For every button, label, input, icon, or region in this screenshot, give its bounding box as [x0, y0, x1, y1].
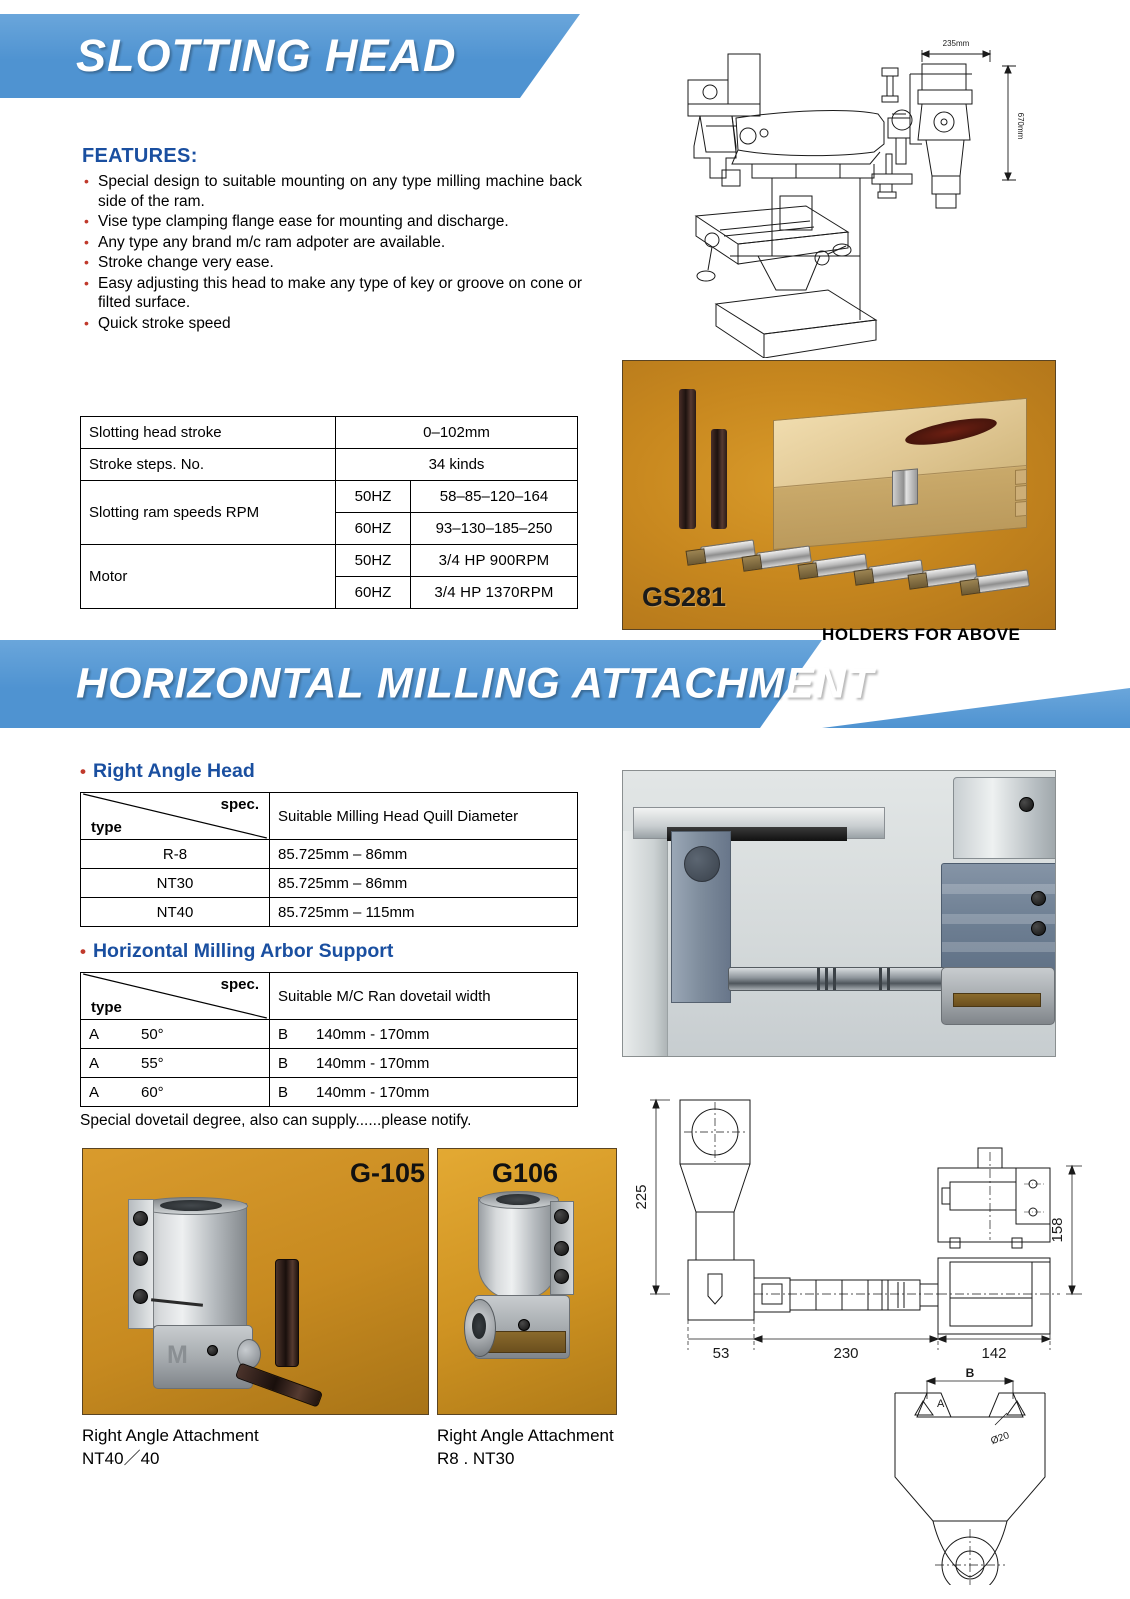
dim-670mm: 670mm	[1016, 112, 1025, 140]
spec-label: Slotting head stroke	[81, 417, 336, 449]
slotting-head-spec-table	[80, 416, 578, 609]
arbor-support-bracket	[671, 831, 731, 1003]
heading-text: Horizontal Milling Arbor Support	[92, 940, 394, 962]
clamp-bolt	[1031, 891, 1046, 906]
bullet-icon: •	[84, 274, 89, 291]
value-letter: B	[278, 1054, 289, 1072]
value-range: 140mm - 170mm	[316, 1025, 430, 1043]
spec-label: Stroke steps. No.	[81, 449, 336, 481]
g106-caption	[437, 1424, 614, 1470]
horizontal-arbor	[728, 967, 945, 991]
dim-53: 53	[712, 1345, 730, 1362]
type-angle: 60°	[141, 1083, 164, 1101]
value-cell	[270, 1049, 578, 1078]
holder-tip	[854, 568, 875, 585]
dovetail-dim-b: B	[965, 1366, 975, 1380]
type-cell: R-8	[81, 840, 270, 869]
dovetail-joint	[1015, 485, 1027, 501]
slotting-head-machine-drawing	[660, 18, 1060, 358]
caption-line-1: Right Angle Attachment	[82, 1426, 259, 1445]
dovetail-joint	[1015, 501, 1027, 517]
table-row	[81, 869, 578, 898]
heading-text: Right Angle Head	[92, 760, 255, 782]
spec-type-corner-cell	[81, 793, 270, 840]
spec-frequency: 50HZ	[336, 545, 411, 577]
arbor-ring	[825, 968, 828, 990]
arbor-ring	[879, 968, 882, 990]
feature-item	[82, 172, 582, 211]
feature-item	[82, 212, 582, 232]
value-cell	[270, 1020, 578, 1049]
caption-line-1: Right Angle Attachment	[437, 1426, 614, 1445]
table-header-row	[81, 973, 578, 1020]
feature-text: Quick stroke speed	[98, 314, 231, 332]
bullet-icon: •	[84, 254, 89, 270]
caption-line-2: R8 . NT30	[437, 1449, 515, 1468]
flange-bolt	[133, 1211, 148, 1226]
bullet-icon: •	[80, 762, 86, 781]
value-cell: 85.725mm – 115mm	[270, 898, 578, 927]
case-latch	[892, 468, 918, 506]
g105-label: G-105	[350, 1158, 426, 1188]
corner-type-label: type	[91, 999, 122, 1016]
features-heading: FEATURES:	[82, 145, 198, 167]
value-cell: 85.725mm – 86mm	[270, 840, 578, 869]
housing-bolt	[207, 1345, 218, 1356]
feature-item	[82, 233, 582, 253]
machine-column	[623, 831, 668, 1056]
value-range: 140mm - 170mm	[316, 1054, 430, 1072]
value-letter: B	[278, 1025, 289, 1043]
dim-230: 230	[833, 1345, 859, 1362]
right-angle-head-installed-photo	[622, 770, 1056, 1057]
spec-value: 0–102mm	[336, 417, 578, 449]
support-bearing-hole	[684, 846, 720, 882]
type-angle: 50°	[141, 1025, 164, 1043]
arbor-support-table	[80, 972, 578, 1107]
table-header-row	[81, 793, 578, 840]
corner-type-label: type	[91, 819, 122, 836]
bullet-icon: •	[84, 233, 89, 250]
arbor-support-heading	[80, 940, 393, 963]
flange-bolt	[554, 1209, 569, 1224]
column-header: Suitable M/C Ran dovetail width	[270, 973, 578, 1020]
value-cell: 85.725mm – 86mm	[270, 869, 578, 898]
type-cell	[81, 1078, 270, 1107]
dovetail-cross-section-drawing	[855, 1355, 1085, 1585]
holder-tip	[908, 572, 929, 589]
flange-bolt	[133, 1251, 148, 1266]
table-row	[81, 481, 578, 513]
flange-bolt	[554, 1241, 569, 1256]
holder-tip	[798, 562, 819, 579]
feature-item	[82, 274, 582, 313]
head-band	[942, 942, 1056, 952]
type-cell	[81, 1049, 270, 1078]
holder-tip	[686, 548, 707, 565]
table-row	[81, 840, 578, 869]
caption-line-2: NT40／40	[82, 1449, 160, 1468]
banner-wedge	[520, 14, 580, 98]
housing-marking: M	[167, 1341, 188, 1369]
value-letter: B	[278, 1083, 289, 1101]
bullet-icon: •	[80, 942, 86, 961]
bronze-band	[953, 993, 1041, 1007]
type-cell: NT40	[81, 898, 270, 927]
bullet-icon: •	[84, 314, 89, 331]
milling-head-quill	[953, 777, 1056, 859]
housing-bolt	[518, 1319, 530, 1331]
arbor-support-dimension-drawing	[620, 1062, 1090, 1362]
g105-caption	[82, 1424, 259, 1470]
tool-holder	[974, 569, 1030, 593]
features-list	[82, 172, 582, 334]
body-bore	[496, 1194, 540, 1205]
corner-spec-label: spec.	[220, 796, 259, 813]
bullet-icon: •	[84, 173, 89, 189]
arbor-pin	[275, 1259, 299, 1367]
tool-rod	[679, 389, 696, 529]
holders-for-above-caption: HOLDERS FOR ABOVE	[822, 625, 1021, 644]
dovetail-joint	[1015, 469, 1027, 485]
feature-text: Special design to suitable mounting on any type milling machine back side of the ram.	[98, 173, 582, 210]
dim-225: 225	[633, 1184, 650, 1210]
type-letter: A	[89, 1025, 100, 1043]
bullet-icon: •	[84, 213, 89, 229]
feature-item	[82, 253, 582, 273]
feature-text: Any type any brand m/c ram adpoter are available.	[98, 233, 446, 251]
dim-235mm: 235mm	[942, 39, 970, 48]
dovetail-bore-label: Ø20	[989, 1430, 1011, 1448]
corner-spec-label: spec.	[220, 976, 259, 993]
spec-label: Slotting ram speeds RPM	[81, 481, 336, 545]
spec-value: 93–130–185–250	[411, 513, 578, 545]
right-angle-head-heading	[80, 760, 255, 783]
table-row	[81, 1020, 578, 1049]
spec-value: 34 kinds	[336, 449, 578, 481]
table-row	[81, 898, 578, 927]
spec-frequency: 50HZ	[336, 481, 411, 513]
feature-text: Vise type clamping flange ease for mounting and discharge.	[98, 213, 509, 230]
tool-rod	[711, 429, 727, 529]
horizontal-milling-title: HORIZONTAL MILLING ATTACHMENT	[76, 659, 875, 708]
attachment-body	[478, 1197, 558, 1299]
spindle-bore	[472, 1313, 486, 1339]
column-header: Suitable Milling Head Quill Diameter	[270, 793, 578, 840]
spec-frequency: 60HZ	[336, 513, 411, 545]
value-cell	[270, 1078, 578, 1107]
table-row	[81, 417, 578, 449]
type-letter: A	[89, 1083, 100, 1101]
dim-142: 142	[981, 1345, 1007, 1362]
type-letter: A	[89, 1054, 100, 1072]
gs281-label: GS281	[642, 582, 727, 612]
type-cell: NT30	[81, 869, 270, 898]
arbor-ring	[887, 968, 890, 990]
dim-158: 158	[1049, 1217, 1066, 1243]
spec-value: 58–85–120–164	[411, 481, 578, 513]
g106-label: G106	[492, 1158, 559, 1188]
right-angle-head-table	[80, 792, 578, 927]
table-row	[81, 1049, 578, 1078]
wooden-case	[773, 398, 1027, 550]
feature-text: Easy adjusting this head to make any type of key or groove on cone or filted surface.	[98, 274, 582, 311]
arbor-ring	[833, 968, 836, 990]
spec-value: 3/4 HP 900RPM	[411, 545, 578, 577]
type-cell	[81, 1020, 270, 1049]
slotting-head-title: SLOTTING HEAD	[76, 30, 457, 81]
arbor-ring	[817, 968, 820, 990]
spec-type-corner-cell	[81, 973, 270, 1020]
flange-bolt	[133, 1289, 148, 1304]
body-bore	[160, 1200, 222, 1211]
clamp-bolt	[1019, 797, 1034, 812]
holder-tip	[742, 554, 763, 571]
spec-value: 3/4 HP 1370RPM	[411, 577, 578, 609]
feature-text: Stroke change very ease.	[98, 254, 274, 271]
dovetail-angle-a: A	[937, 1398, 945, 1410]
table-row	[81, 545, 578, 577]
type-angle: 55°	[141, 1054, 164, 1072]
value-range: 140mm - 170mm	[316, 1083, 430, 1101]
flange-bolt	[554, 1269, 569, 1284]
table-row	[81, 1078, 578, 1107]
clamp-bolt	[1031, 921, 1046, 936]
spec-frequency: 60HZ	[336, 577, 411, 609]
dovetail-note: Special dovetail degree, also can supply......please notify.	[80, 1112, 472, 1129]
feature-item	[82, 314, 582, 334]
table-row	[81, 449, 578, 481]
spec-label: Motor	[81, 545, 336, 609]
holder-tip	[960, 578, 981, 595]
